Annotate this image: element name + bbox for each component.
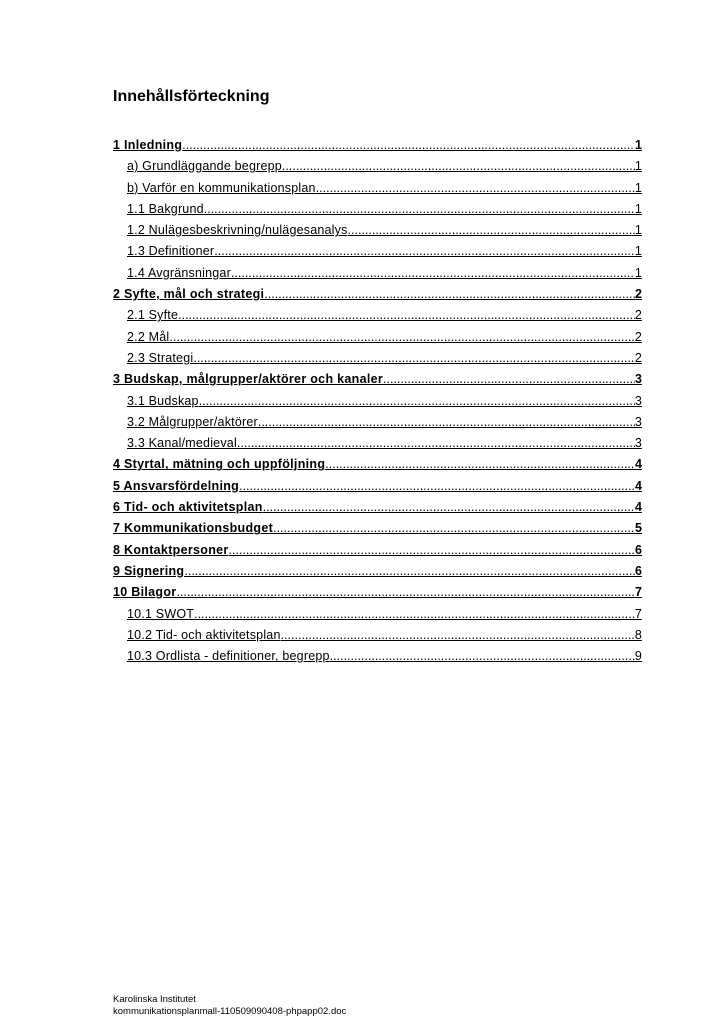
toc-entry[interactable]: [113, 394, 642, 415]
toc-page-number: 6: [635, 542, 642, 557]
toc-entry[interactable]: [113, 479, 642, 500]
toc-dot-leader: [176, 585, 635, 599]
toc-dot-leader: [263, 500, 635, 514]
toc-entry[interactable]: [113, 585, 642, 606]
toc-entry[interactable]: [113, 159, 642, 180]
toc-dot-leader: [214, 244, 635, 258]
toc-entry-title: 3.1 Budskap: [127, 393, 199, 408]
toc-entry-title: b) Varför en kommunikationsplan: [127, 180, 316, 195]
toc-dot-leader: [199, 394, 635, 408]
toc-dot-leader: [325, 457, 635, 471]
footer-organization: Karolinska Institutet: [113, 994, 196, 1005]
toc-page-number: 1: [634, 265, 642, 280]
toc-dot-leader: [204, 202, 635, 216]
toc-page-number: 4: [635, 478, 642, 493]
toc-page-number: 1: [634, 159, 642, 174]
toc-entry[interactable]: [113, 457, 642, 478]
toc-entry-title: 8 Kontaktpersoner: [113, 542, 229, 557]
toc-entry[interactable]: [113, 181, 642, 202]
toc-page-number: 4: [635, 457, 642, 472]
footer-filename: kommunikationsplanmall-110509090408-phpapp02.doc: [113, 1006, 347, 1017]
toc-entry-title: 3.3 Kanal/medieval: [127, 436, 237, 451]
toc-dot-leader: [229, 543, 636, 557]
toc-entry-title: 3 Budskap, målgrupper/aktörer och kanaler: [113, 372, 384, 387]
toc-entry-title: 4 Styrtal, mätning och uppföljning: [113, 457, 326, 472]
toc-entry[interactable]: [113, 244, 642, 265]
toc-page-number: 9: [634, 649, 642, 664]
toc-entry-title: 1.2 Nulägesbeskrivning/nulägesanalys: [127, 223, 348, 238]
toc-dot-leader: [231, 266, 635, 280]
toc-dot-leader: [169, 330, 634, 344]
toc-dot-leader: [239, 479, 635, 493]
toc-page-number: 4: [635, 500, 642, 515]
toc-page-number: 2: [634, 350, 642, 365]
toc-entry[interactable]: [113, 415, 642, 436]
toc-entry-title: 1 Inledning: [113, 138, 183, 152]
toc-dot-leader: [193, 351, 635, 365]
toc-dot-leader: [383, 372, 635, 386]
toc-entry[interactable]: [113, 649, 642, 670]
toc-page-number: 3: [634, 393, 642, 408]
toc-entry-title: 9 Signering: [113, 563, 185, 578]
toc-page-number: 3: [635, 372, 642, 387]
toc-dot-leader: [258, 415, 635, 429]
toc-entry-title: 1.3 Definitioner: [127, 244, 215, 259]
toc-entry[interactable]: [113, 628, 642, 649]
toc-dot-leader: [264, 287, 635, 301]
toc-entry[interactable]: [113, 564, 642, 585]
toc-entry[interactable]: [113, 330, 642, 351]
toc-entry-title: 10.1 SWOT: [127, 606, 195, 621]
toc-page-number: 6: [635, 563, 642, 578]
toc-page-number: 1: [634, 244, 642, 259]
toc-page-number: 5: [635, 521, 642, 536]
toc-dot-leader: [237, 436, 635, 450]
toc-page-number: 3: [634, 436, 642, 451]
toc-dot-leader: [273, 521, 635, 535]
toc-entry-title: 3.2 Målgrupper/aktörer: [127, 414, 258, 429]
toc-page-number: 1: [634, 223, 642, 238]
toc-entry[interactable]: [113, 607, 642, 628]
toc-page-number: 7: [634, 606, 642, 621]
toc-entry-title: 10 Bilagor: [113, 585, 177, 600]
toc-dot-leader: [330, 649, 635, 663]
toc-entry[interactable]: [113, 436, 642, 457]
toc-entry-title: 2.3 Strategi: [127, 350, 194, 365]
toc-entry-title: 6 Tid- och aktivitetsplan: [113, 500, 263, 515]
toc-dot-leader: [182, 138, 635, 152]
toc-page-number: 2: [635, 287, 642, 302]
toc-entry[interactable]: [113, 138, 642, 159]
toc-page-number: 1: [635, 138, 642, 152]
toc-dot-leader: [348, 223, 635, 237]
toc-entry-title: 1.4 Avgränsningar: [127, 265, 231, 280]
toc-entry[interactable]: [113, 202, 642, 223]
toc-entry-title: 2.1 Syfte: [127, 308, 179, 323]
toc-page-number: 3: [634, 414, 642, 429]
toc-entry-title: 2.2 Mål: [127, 329, 170, 344]
toc-entry[interactable]: [113, 372, 642, 393]
toc-entry[interactable]: [113, 500, 642, 521]
toc-entry-title: 7 Kommunikationsbudget: [113, 521, 274, 536]
toc-dot-leader: [316, 181, 635, 195]
toc-entry-title: 5 Ansvarsfördelning: [113, 478, 240, 493]
toc-dot-leader: [184, 564, 635, 578]
toc-entry[interactable]: [113, 521, 642, 542]
toc-entry-title: 10.2 Tid- och aktivitetsplan: [127, 627, 281, 642]
page-footer: [113, 994, 346, 1018]
toc-dot-leader: [282, 159, 635, 173]
table-of-contents: [113, 138, 642, 670]
toc-page-number: 7: [635, 585, 642, 600]
toc-entry[interactable]: [113, 543, 642, 564]
toc-page-number: 2: [634, 329, 642, 344]
toc-entry[interactable]: [113, 351, 642, 372]
toc-page-number: 8: [634, 627, 642, 642]
toc-page-number: 2: [634, 308, 642, 323]
toc-entry[interactable]: [113, 223, 642, 244]
toc-dot-leader: [194, 607, 635, 621]
toc-entry[interactable]: [113, 308, 642, 329]
toc-dot-leader: [178, 308, 635, 322]
toc-heading: Innehållsförteckning: [113, 88, 270, 105]
toc-entry[interactable]: [113, 266, 642, 287]
toc-entry-title: 10.3 Ordlista - definitioner, begrepp: [127, 649, 330, 664]
toc-entry[interactable]: [113, 287, 642, 308]
toc-entry-title: 2 Syfte, mål och strategi: [113, 287, 265, 302]
toc-entry-title: 1.1 Bakgrund: [127, 201, 204, 216]
toc-page-number: 1: [634, 201, 642, 216]
toc-entry-title: a) Grundläggande begrepp: [127, 159, 282, 174]
toc-page-number: 1: [634, 180, 642, 195]
toc-dot-leader: [281, 628, 635, 642]
